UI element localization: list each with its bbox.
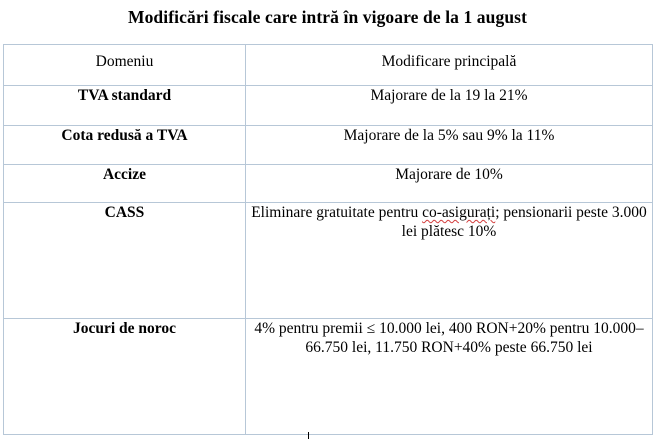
domain-cell: Jocuri de noroc	[4, 319, 246, 435]
text-cursor	[308, 432, 309, 439]
change-cell: Majorare de la 19 la 21%	[246, 86, 653, 126]
header-change: Modificare principală	[246, 45, 653, 86]
domain-cell: CASS	[4, 203, 246, 319]
spellcheck-flagged-word: co-asigurați	[422, 204, 496, 221]
domain-cell: Cota redusă a TVA	[4, 126, 246, 165]
change-cell: 4% pentru premii ≤ 10.000 lei, 400 RON+20% pentru 10.000–66.750 lei, 11.750 RON+40% peste 66.750 lei	[246, 319, 653, 435]
table-row	[4, 203, 653, 319]
header-domain: Domeniu	[4, 45, 246, 86]
table-row	[4, 86, 653, 126]
table-row	[4, 319, 653, 435]
change-cell	[246, 203, 653, 319]
change-text-after: ; pensionarii peste 3.000 lei plătesc 10%	[401, 204, 647, 240]
table-row	[4, 126, 653, 165]
fiscal-changes-table	[3, 44, 653, 435]
change-cell: Majorare de 10%	[246, 165, 653, 203]
domain-cell: Accize	[4, 165, 246, 203]
change-text-before: Eliminare gratuitate pentru	[251, 204, 423, 221]
table-header-row	[4, 45, 653, 86]
domain-cell: TVA standard	[4, 86, 246, 126]
change-cell: Majorare de la 5% sau 9% la 11%	[246, 126, 653, 165]
table-row	[4, 165, 653, 203]
document-title: Modificări fiscale care intră în vigoare de la 1 august	[127, 7, 528, 27]
